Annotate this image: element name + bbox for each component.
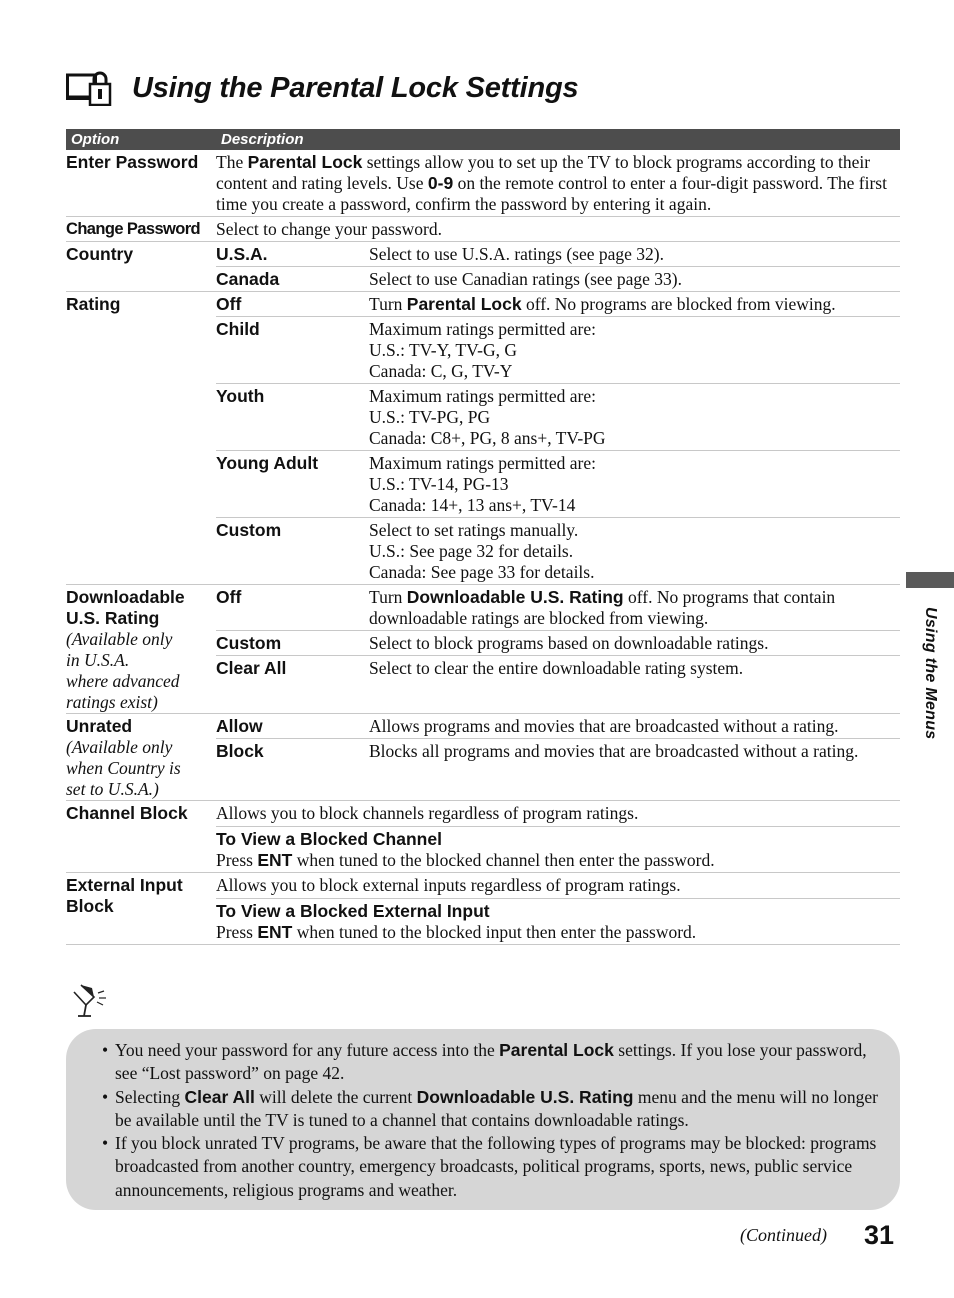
- option-label: Downloadable U.S. Rating: [66, 587, 185, 628]
- view-blocked-heading: To View a Blocked Channel: [216, 829, 442, 849]
- view-blocked-instructions: Press ENT when tuned to the blocked input then enter the password.: [216, 922, 697, 942]
- setting-name: Clear All: [216, 658, 287, 678]
- setting-row: [216, 738, 900, 763]
- settings-table: [66, 129, 900, 945]
- setting-description: Blocks all programs and movies that are broadcasted without a rating.: [369, 741, 859, 761]
- option-description: Allows you to block external inputs regardless of program ratings.: [216, 875, 681, 895]
- table-header: [66, 129, 900, 150]
- unrated-row: [66, 714, 900, 801]
- option-description: Select to change your password.: [216, 219, 442, 239]
- setting-name: Allow: [216, 716, 263, 736]
- setting-name: Young Adult: [216, 453, 319, 473]
- setting-name: Child: [216, 319, 260, 339]
- setting-description: Select to clear the entire downloadable rating system.: [369, 658, 744, 678]
- option-label: Enter Password: [66, 152, 199, 172]
- option-description: The Parental Lock settings allow you to set up the TV to block programs according to their content and rating levels. Use 0-9 on the remote control to enter a four-digit password. The first time you create a password, confirm the password by entering it again.: [216, 152, 887, 214]
- hints-box: [66, 1029, 900, 1210]
- description-column-header: Description: [221, 131, 304, 148]
- setting-name: Custom: [216, 633, 282, 653]
- view-blocked-instructions: Press ENT when tuned to the blocked channel then enter the password.: [216, 850, 715, 870]
- view-blocked-heading: To View a Blocked External Input: [216, 901, 490, 921]
- setting-description: Select to block programs based on downloadable ratings.: [369, 633, 769, 653]
- parental-lock-icon: [66, 70, 112, 106]
- setting-description: Select to use U.S.A. ratings (see page 32).: [369, 244, 664, 264]
- option-label: External Input Block: [66, 875, 183, 916]
- availability-note: (Available only in U.S.A. where advanced ratings exist): [66, 629, 180, 712]
- external-input-block-row: [66, 873, 900, 945]
- setting-description: Maximum ratings permitted are: U.S.: TV-14, PG-13 Canada: 14+, 13 ans+, TV-14: [369, 453, 596, 515]
- setting-description: Turn Parental Lock off. No programs are blocked from viewing.: [369, 294, 836, 314]
- setting-description: Maximum ratings permitted are: U.S.: TV-Y, TV-G, G Canada: C, G, TV-Y: [369, 319, 596, 381]
- setting-row: [216, 585, 900, 630]
- hint-item: • If you block unrated TV programs, be aware that the following types of programs may be blocked: programs broadcasted from another country, emergency broadcasts, political programs, sports, news, public service announcements, religious programs and weather.: [102, 1133, 877, 1200]
- country-row: [66, 242, 900, 292]
- change-password-row: [66, 217, 900, 242]
- setting-name: Canada: [216, 269, 280, 289]
- setting-description: Select to use Canadian ratings (see page 33).: [369, 269, 682, 289]
- setting-name: Block: [216, 741, 264, 761]
- setting-row: [216, 266, 900, 291]
- setting-row: [216, 714, 900, 738]
- setting-name: Off: [216, 294, 242, 314]
- rating-row: [66, 292, 900, 585]
- availability-note: (Available only when Country is set to U.S.A.): [66, 737, 181, 799]
- setting-row: [216, 655, 900, 680]
- option-label: Channel Block: [66, 803, 188, 823]
- option-label: Change Password: [66, 220, 201, 238]
- option-label: Country: [66, 244, 134, 264]
- chapter-label: Using the Menus: [922, 607, 939, 740]
- setting-name: Off: [216, 587, 242, 607]
- channel-block-row: [66, 801, 900, 873]
- setting-description: Turn Downloadable U.S. Rating off. No programs that contain downloadable ratings are blocked from viewing.: [369, 587, 836, 628]
- page-title: Using the Parental Lock Settings: [132, 71, 579, 104]
- option-label: Unrated: [66, 716, 133, 736]
- chapter-tab: [906, 572, 954, 588]
- downloadable-rating-row: [66, 585, 900, 714]
- setting-row: [216, 517, 900, 584]
- setting-description: Maximum ratings permitted are: U.S.: TV-PG, PG Canada: C8+, PG, 8 ans+, TV-PG: [369, 386, 606, 448]
- setting-row: [216, 292, 900, 316]
- setting-name: Youth: [216, 386, 265, 406]
- option-label: Rating: [66, 294, 121, 314]
- enter-password-row: [66, 150, 900, 217]
- hint-item: • Selecting Clear All will delete the current Downloadable U.S. Rating menu and the menu will no longer be available until the TV is tuned to a channel that contains downloadable ratings.: [102, 1086, 878, 1130]
- setting-row: [216, 316, 900, 383]
- option-description: Allows you to block channels regardless of program ratings.: [216, 803, 639, 823]
- option-column-header: Option: [71, 131, 120, 148]
- setting-description: Allows programs and movies that are broadcasted without a rating.: [369, 716, 839, 736]
- hint-pen-icon: [72, 983, 110, 1019]
- setting-row: [216, 450, 900, 517]
- page-number: 31: [864, 1220, 895, 1250]
- setting-row: [216, 242, 900, 266]
- setting-description: Select to set ratings manually. U.S.: See page 32 for details. Canada: See page 33 for details.: [369, 520, 595, 582]
- title-row: [66, 66, 578, 110]
- hint-item: • You need your password for any future access into the Parental Lock settings. If you lose your password, see “Lost password” on page 42.: [102, 1040, 867, 1084]
- continued-label: (Continued): [740, 1225, 827, 1245]
- setting-row: [216, 383, 900, 450]
- setting-row: [216, 630, 900, 655]
- setting-name: Custom: [216, 520, 282, 540]
- setting-name: U.S.A.: [216, 244, 268, 264]
